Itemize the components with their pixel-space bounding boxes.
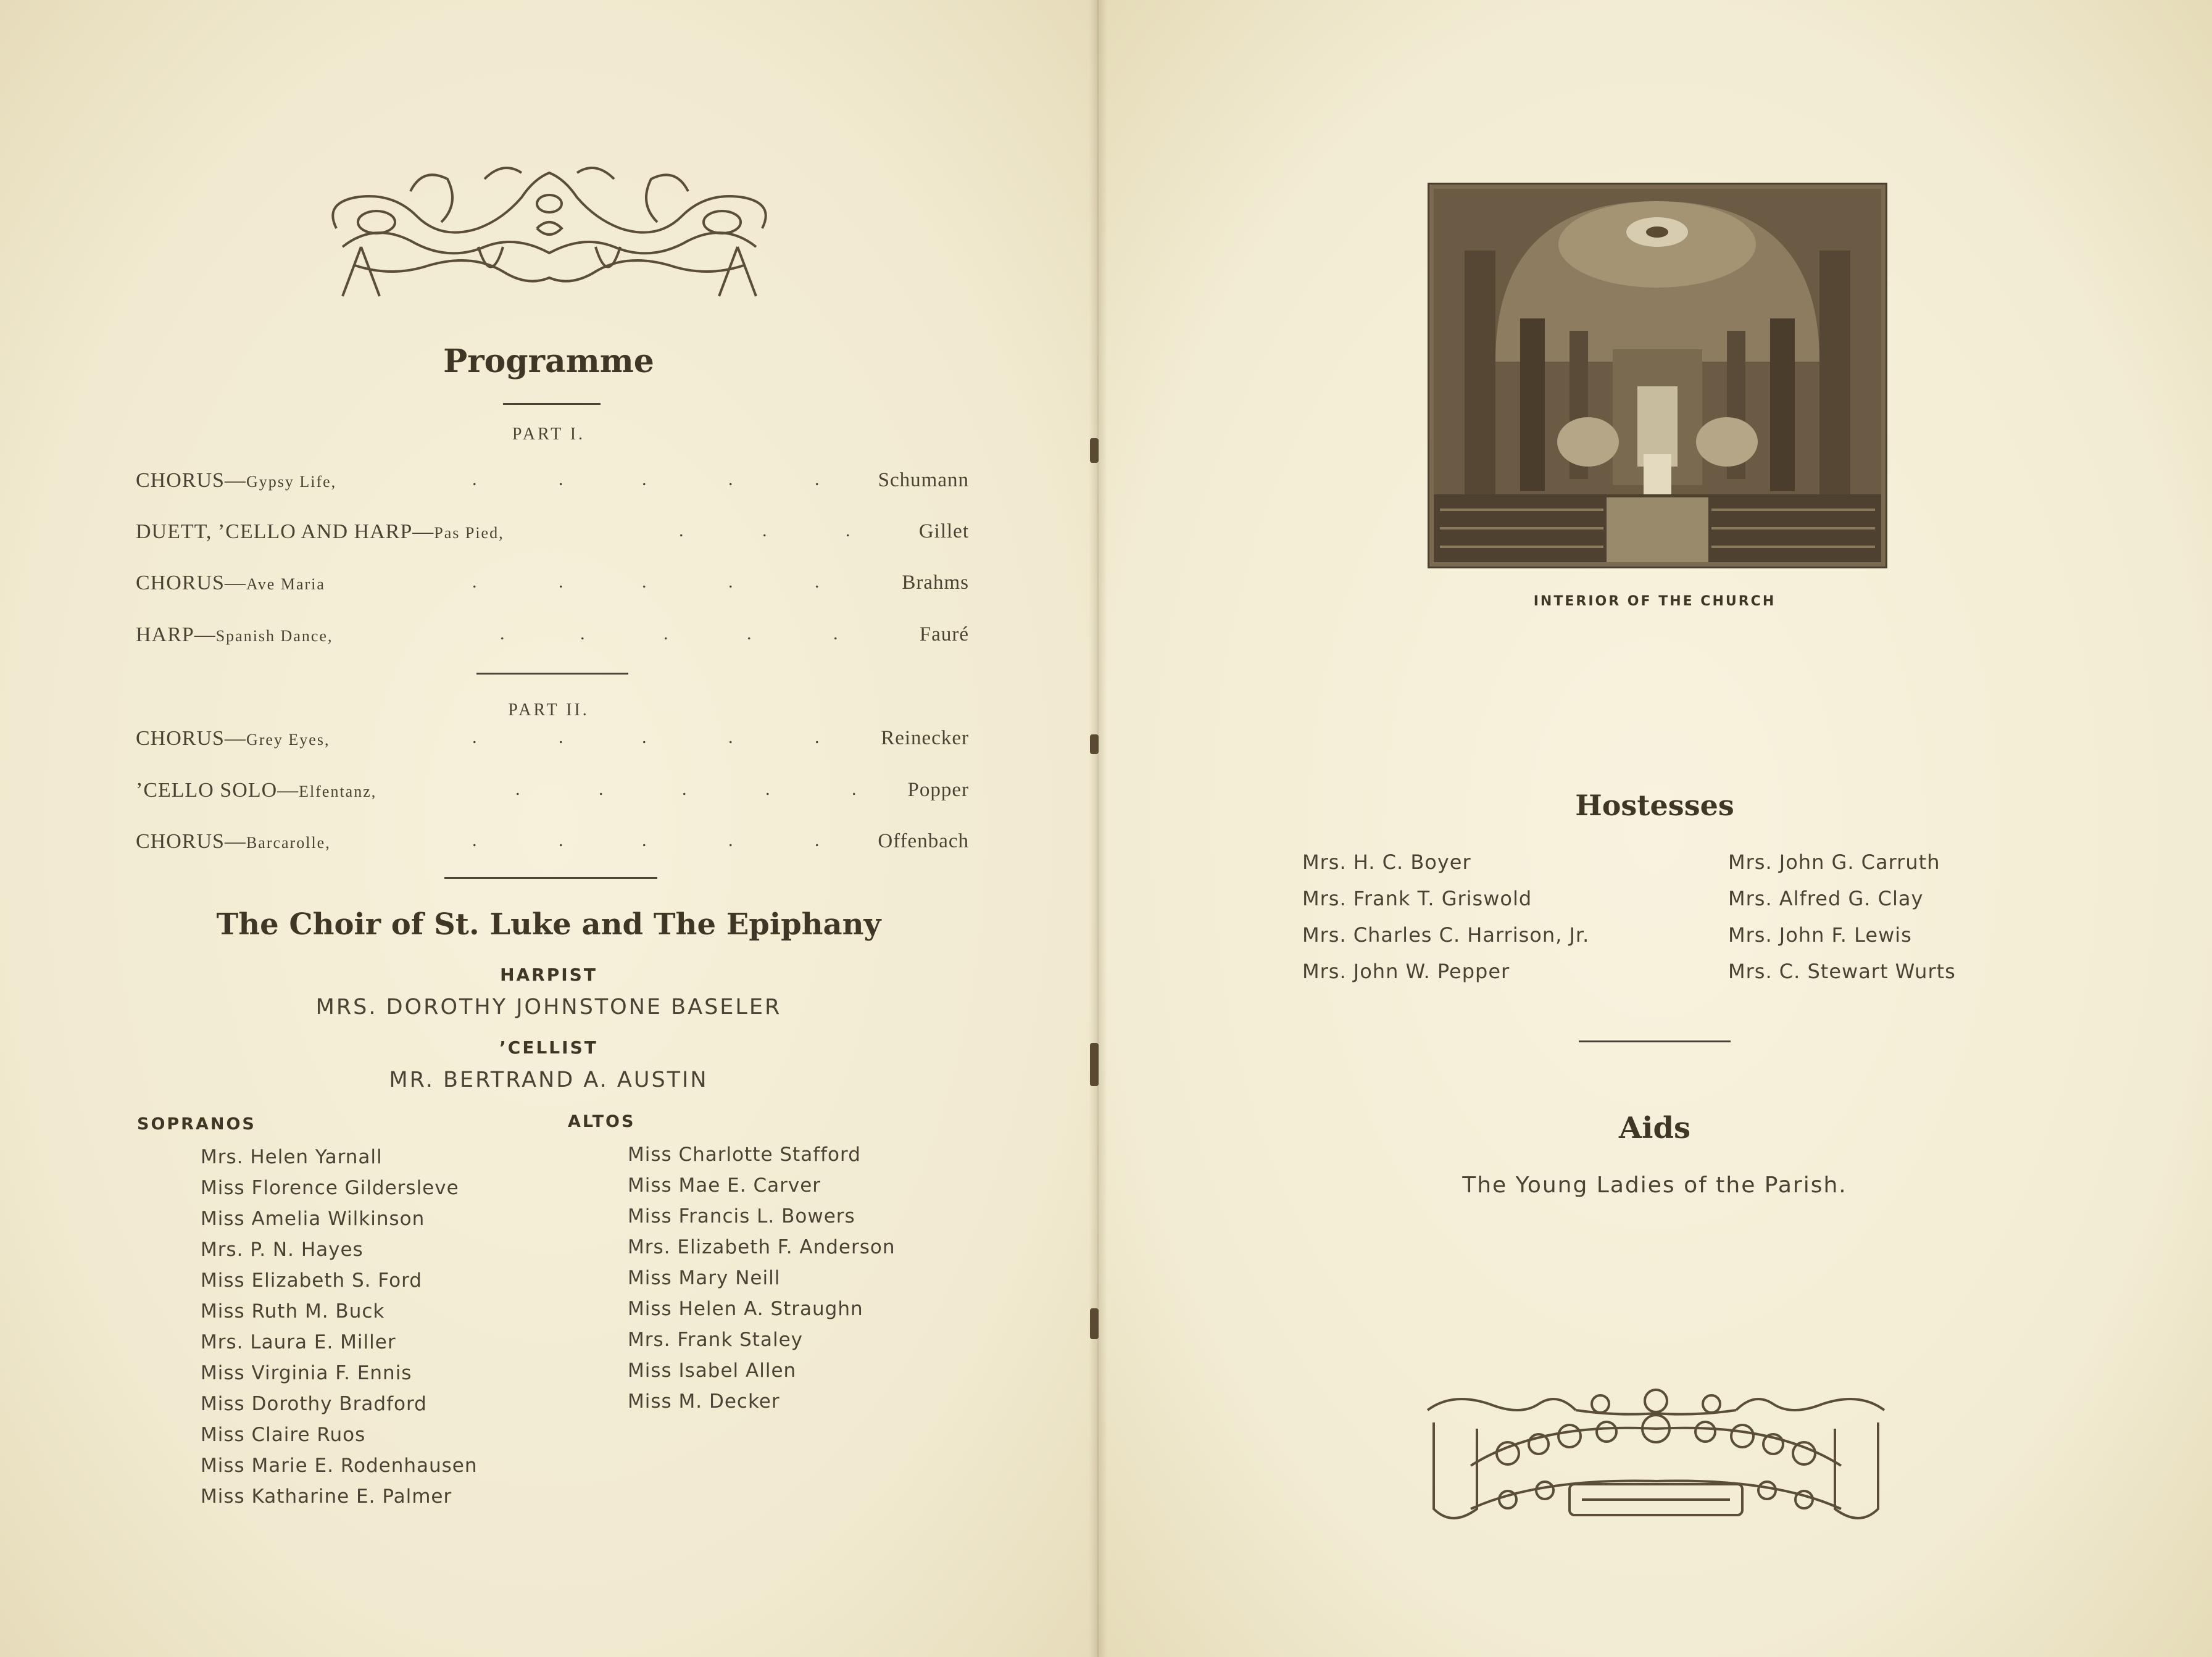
hostesses-right-list (1728, 844, 1956, 990)
item-composer: Schumann (878, 469, 969, 491)
list-item: Miss Mae E. Carver (628, 1174, 821, 1197)
divider (503, 403, 601, 405)
item-subtitle: Barcarolle, (246, 834, 331, 852)
item-title: HARP— (136, 623, 216, 646)
aids-heading: Aids (1618, 1111, 1691, 1145)
part-two-label: PART II. (508, 700, 589, 720)
list-item: Miss Mary Neill (628, 1267, 781, 1289)
rose-garland-ornament-icon (1415, 1385, 1897, 1534)
list-item: Mrs. Elizabeth F. Anderson (628, 1236, 896, 1258)
list-item: Miss Helen A. Straughn (628, 1298, 863, 1320)
church-interior-photo (1428, 183, 1887, 568)
list-item: Miss Katharine E. Palmer (201, 1485, 452, 1508)
item-title: ’CELLO SOLO— (136, 779, 299, 802)
item-composer: Fauré (919, 623, 969, 646)
programme-item: ’CELLO SOLO—Elfentanz, . . . . . Popper (136, 779, 969, 802)
divider (444, 877, 657, 879)
programme-item: CHORUS—Ave Maria . . . . . Brahms (136, 571, 969, 594)
programme-item: DUETT, ’CELLO AND HARP—Pas Pied, . . . Gillet (136, 520, 969, 543)
list-item: Mrs. Frank T. Griswold (1302, 887, 1532, 910)
harpist-label: HARPIST (500, 965, 597, 985)
staple (1090, 1043, 1099, 1086)
altos-list (628, 1139, 896, 1417)
photo-caption: INTERIOR OF THE CHURCH (1533, 594, 1776, 609)
lily-ornament-icon (318, 154, 781, 302)
list-item: Miss Charlotte Stafford (628, 1144, 861, 1166)
item-title: CHORUS— (136, 571, 246, 594)
programme-item: CHORUS—Gypsy Life, . . . . . Schumann (136, 469, 969, 492)
list-item: Miss Francis L. Bowers (628, 1205, 855, 1227)
cellist-label: ’CELLIST (499, 1037, 598, 1058)
item-title: DUETT, ’CELLO AND HARP— (136, 520, 434, 543)
left-page (0, 0, 1097, 1657)
list-item: Mrs. C. Stewart Wurts (1728, 960, 1956, 983)
list-item: Mrs. John G. Carruth (1728, 850, 1940, 874)
altos-label: ALTOS (568, 1112, 636, 1131)
list-item: Mrs. Laura E. Miller (201, 1331, 396, 1353)
list-item: Miss Amelia Wilkinson (201, 1208, 425, 1230)
part-one-label: PART I. (512, 425, 586, 444)
list-item: Mrs. Charles C. Harrison, Jr. (1302, 923, 1590, 947)
list-item: Miss Florence Gildersleve (201, 1177, 459, 1199)
divider (476, 673, 628, 675)
item-title: CHORUS— (136, 727, 246, 750)
list-item: Miss Dorothy Bradford (201, 1393, 427, 1415)
center-fold (1089, 0, 1107, 1657)
item-composer: Reinecker (881, 727, 969, 749)
item-composer: Offenbach (878, 830, 969, 852)
programme-item: CHORUS—Grey Eyes, . . . . . Reinecker (136, 727, 969, 750)
item-subtitle: Grey Eyes, (246, 731, 330, 749)
programme-item: CHORUS—Barcarolle, . . . . . Offenbach (136, 830, 969, 853)
list-item: Miss Ruth M. Buck (201, 1300, 385, 1323)
list-item: Mrs. Frank Staley (628, 1329, 803, 1351)
list-item: Miss Isabel Allen (628, 1360, 797, 1382)
programme-item: HARP—Spanish Dance, . . . . . Fauré (136, 623, 969, 646)
programme-heading: Programme (443, 343, 654, 380)
list-item: Miss Claire Ruos (201, 1424, 366, 1446)
sopranos-label: SOPRANOS (137, 1115, 256, 1134)
sopranos-list (201, 1142, 478, 1512)
list-item: Miss Elizabeth S. Ford (201, 1269, 422, 1292)
choir-title: The Choir of St. Luke and The Epiphany (216, 907, 881, 942)
divider (1579, 1040, 1731, 1042)
item-subtitle: Pas Pied, (434, 524, 504, 542)
harpist-name: MRS. DOROTHY JOHNSTONE BASELER (315, 995, 782, 1020)
list-item: Mrs. Helen Yarnall (201, 1146, 383, 1168)
list-item: Mrs. Alfred G. Clay (1728, 887, 1924, 910)
list-item: Mrs. John F. Lewis (1728, 923, 1912, 947)
right-page (1097, 0, 2212, 1657)
item-subtitle: Gypsy Life, (246, 473, 337, 491)
staple (1090, 438, 1099, 463)
item-subtitle: Ave Maria (246, 575, 325, 593)
list-item: Miss Virginia F. Ennis (201, 1362, 412, 1384)
list-item: Miss M. Decker (628, 1390, 780, 1413)
item-subtitle: Elfentanz, (299, 783, 377, 800)
list-item: Mrs. P. N. Hayes (201, 1239, 364, 1261)
staple (1090, 734, 1099, 754)
hostesses-left-list (1302, 844, 1589, 990)
hostesses-heading: Hostesses (1575, 789, 1734, 822)
aids-text: The Young Ladies of the Parish. (1462, 1173, 1847, 1198)
staple (1090, 1308, 1099, 1339)
list-item: Miss Marie E. Rodenhausen (201, 1455, 478, 1477)
item-composer: Gillet (918, 520, 969, 542)
list-item: Mrs. John W. Pepper (1302, 960, 1510, 983)
cellist-name: MR. BERTRAND A. AUSTIN (389, 1068, 709, 1092)
item-subtitle: Spanish Dance, (215, 627, 333, 645)
item-composer: Popper (907, 779, 969, 801)
item-title: CHORUS— (136, 830, 246, 853)
item-title: CHORUS— (136, 469, 246, 492)
item-composer: Brahms (902, 571, 969, 594)
list-item: Mrs. H. C. Boyer (1302, 850, 1471, 874)
